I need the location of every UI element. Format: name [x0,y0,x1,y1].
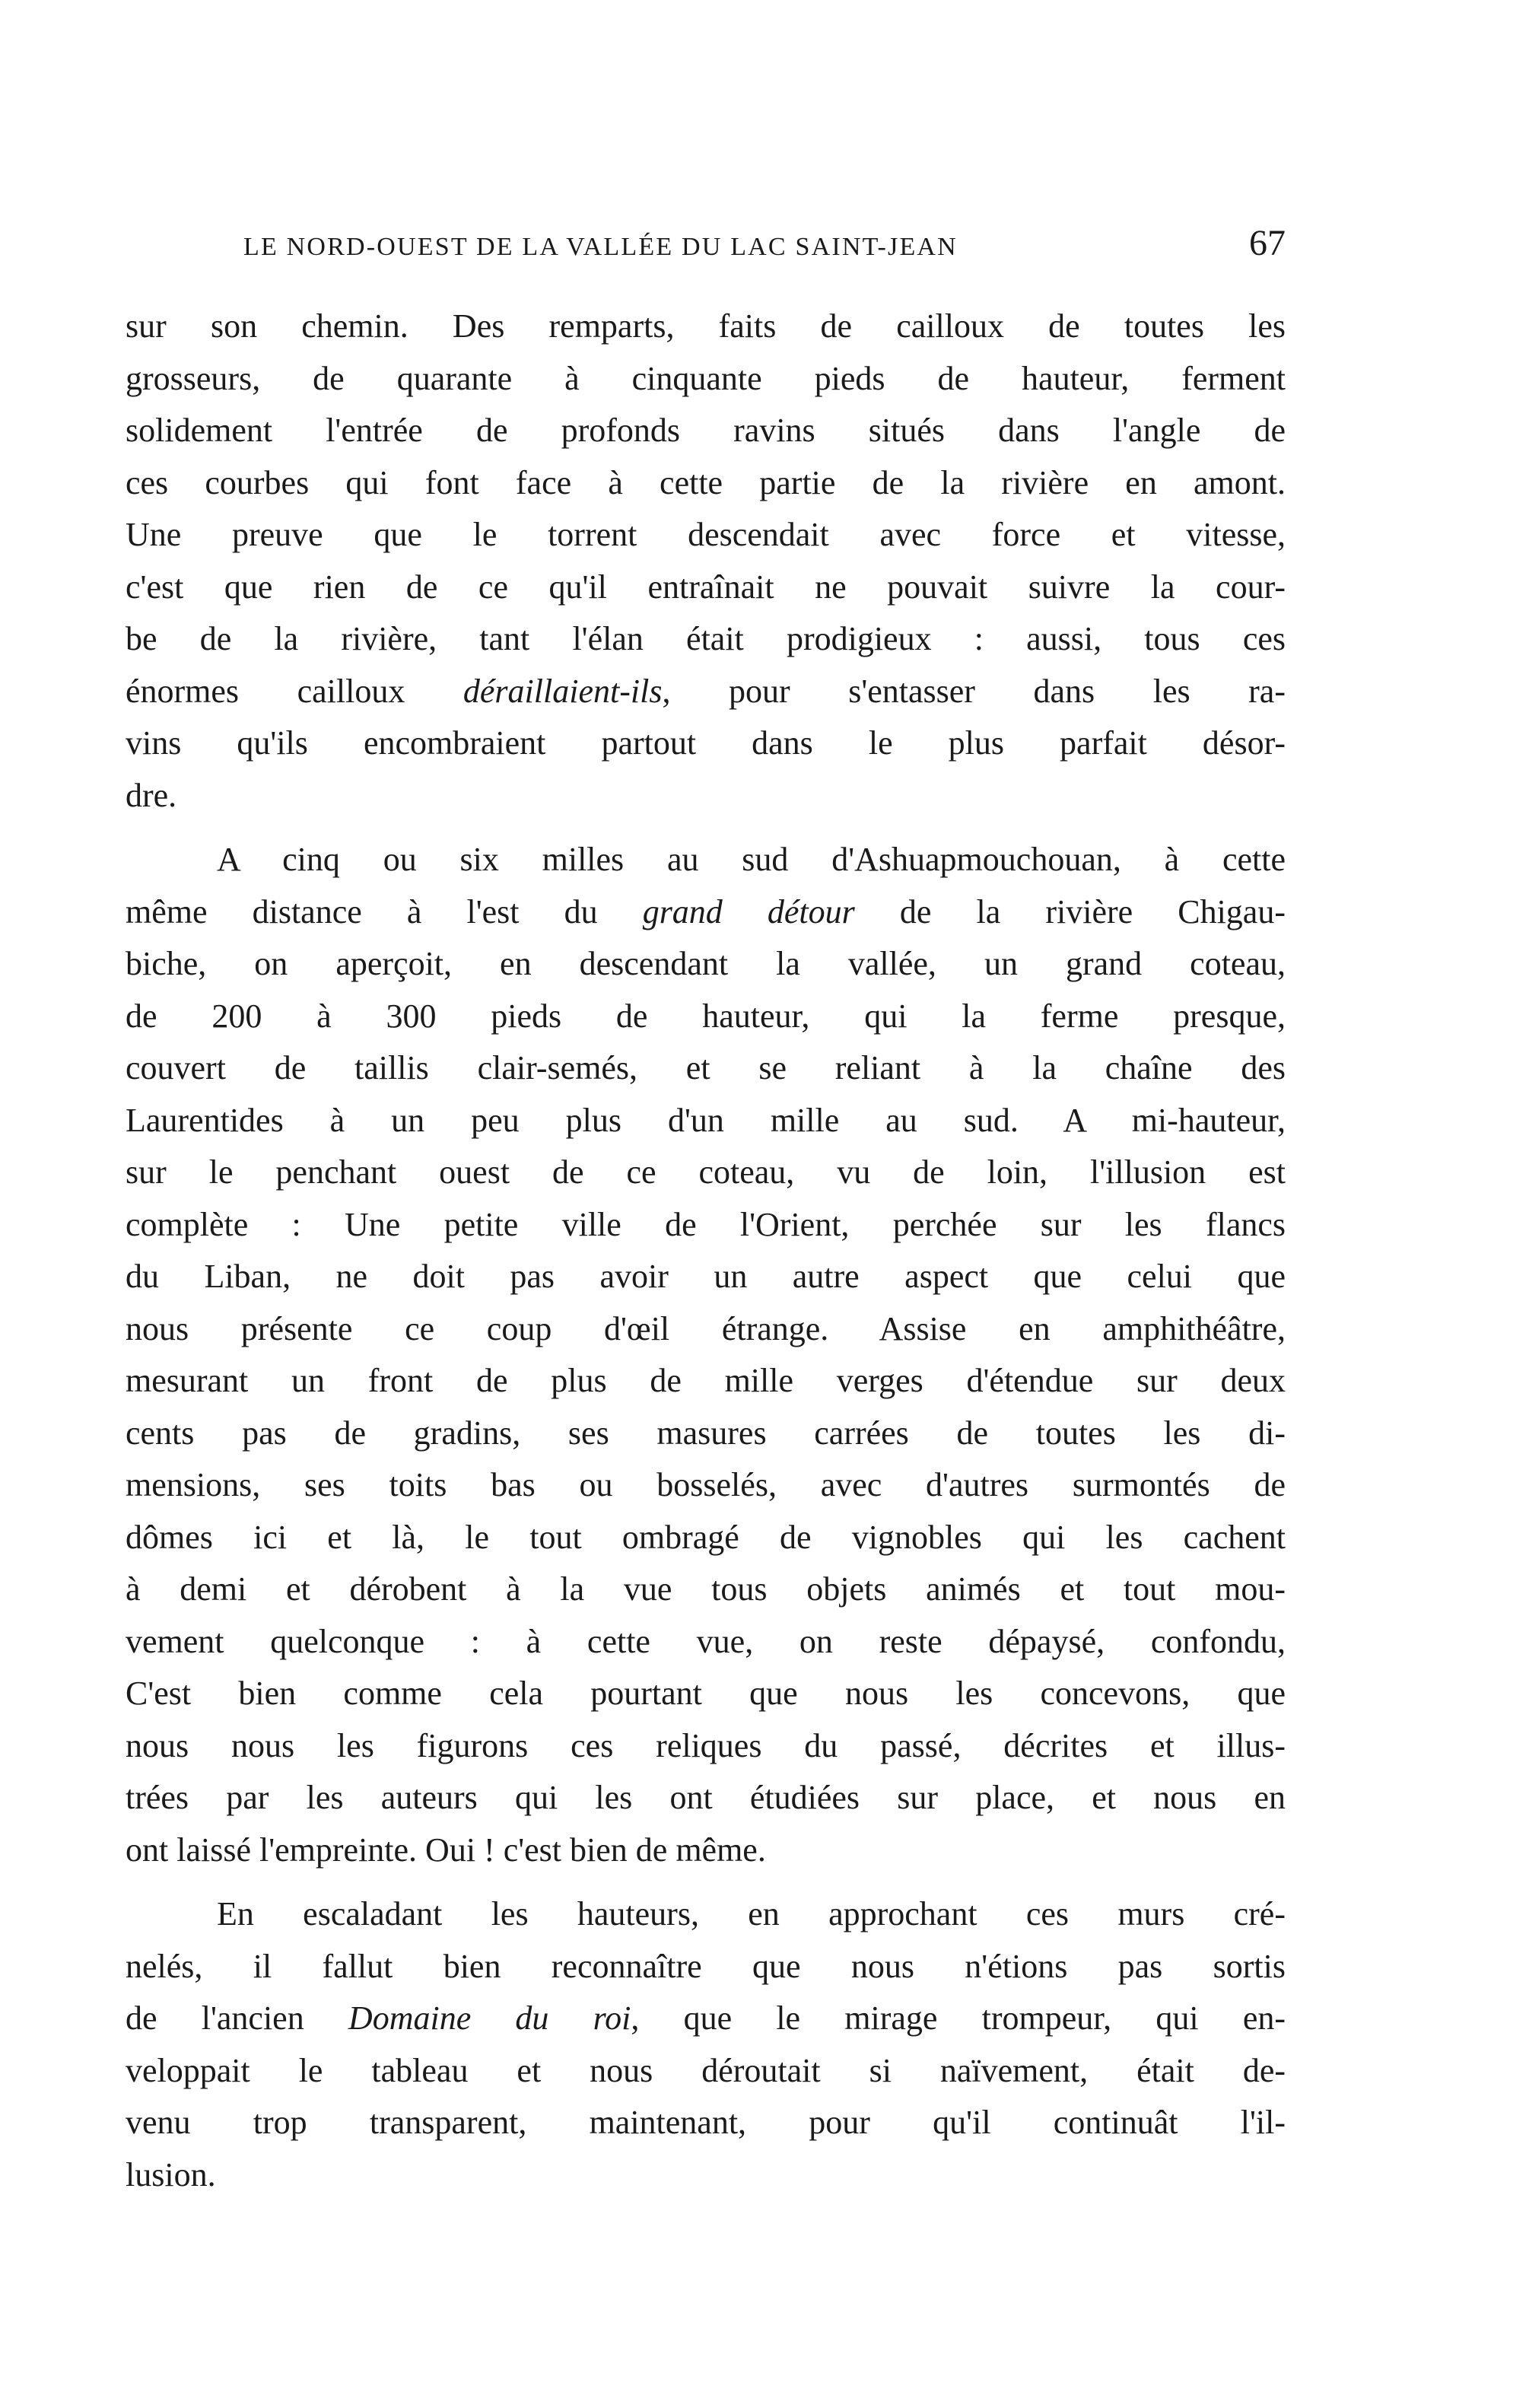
text-line: à demi et dérobent à la vue tous objets animés et tout mou- [126,1570,1286,1608]
text-line: de 200 à 300 pieds de hauteur, qui la ferme presque, [126,997,1286,1035]
text-line [126,1993,1286,2045]
text-line: couvert de taillis clair-semés, et se reliant à la chaîne des [126,1049,1286,1086]
text-line: sur son chemin. Des remparts, faits de cailloux de toutes les [126,307,1286,345]
text-line: En escaladant les hauteurs, en approchant ces murs cré- [217,1895,1286,1932]
italic-term: grand détour [642,892,855,930]
text-line: ont laissé l'empreinte. Oui ! c'est bien de même. [126,1831,766,1869]
text-line: mesurant un front de plus de mille verges d'étendue sur deux [126,1362,1286,1399]
line-text: de la rivière Chigau- [854,892,1286,930]
paragraph-1 [126,301,1286,822]
text-line: C'est bien comme cela pourtant que nous les concevons, que [126,1675,1286,1712]
text-line [126,886,1286,939]
text-line: trées par les auteurs qui les ont étudiées sur place, et nous en [126,1779,1286,1816]
text-line: nous nous les figurons ces reliques du passé, décrites et illus- [126,1726,1286,1764]
line-text: énormes cailloux [126,672,463,710]
text-line: vement quelconque : à cette vue, on reste dépaysé, confondu, [126,1622,1286,1660]
text-line: solidement l'entrée de profonds ravins situés dans l'angle de [126,412,1286,449]
text-line: Laurentides à un peu plus d'un mille au sud. A mi-hauteur, [126,1101,1286,1139]
paragraph-2 [126,834,1286,1876]
text-line: vins qu'ils encombraient partout dans le plus parfait désor- [126,724,1286,762]
line-text: de l'ancien [126,1999,348,2037]
text-line: dômes ici et là, le tout ombragé de vignobles qui les cachent [126,1518,1286,1556]
text-line: sur le penchant ouest de ce coteau, vu de loin, l'illusion est [126,1153,1286,1191]
text-line: nous présente ce coup d'œil étrange. Assise en amphithéâtre, [126,1309,1286,1347]
italic-term: Domaine du roi [348,1999,631,2037]
text-line: lusion. [126,2155,216,2193]
text-line: dre. [126,776,177,814]
text-line: complète : Une petite ville de l'Orient, perchée sur les flancs [126,1205,1286,1243]
text-line: venu trop transparent, maintenant, pour qu'il continuât l'il- [126,2104,1286,2141]
text-line: biche, on aperçoit, en descendant la vallée, un grand coteau, [126,945,1286,982]
page-number: 67 [1249,223,1286,263]
text-line: A cinq ou six milles au sud d'Ashuapmouchouan, à cette [217,841,1286,878]
text-line: mensions, ses toits bas ou bosselés, avec d'autres surmontés de [126,1466,1286,1503]
line-text: , pour s'entasser dans les ra- [662,672,1286,710]
text-line: nelés, il fallut bien reconnaître que nous n'étions pas sortis [126,1947,1286,1985]
text-line: cents pas de gradins, ses masures carrées de toutes les di- [126,1414,1286,1452]
italic-term: déraillaient-ils [463,672,663,710]
text-line: du Liban, ne doit pas avoir un autre aspect que celui que [126,1258,1286,1295]
text-line [126,666,1286,718]
text-line: ces courbes qui font face à cette partie de la rivière en amont. [126,463,1286,501]
text-line: be de la rivière, tant l'élan était prodigieux : aussi, tous ces [126,620,1286,657]
text-line: grosseurs, de quarante à cinquante pieds de hauteur, ferment [126,359,1286,397]
text-line: Une preuve que le torrent descendait avec force et vitesse, [126,516,1286,553]
text-line: veloppait le tableau et nous déroutait si naïvement, était de- [126,2051,1286,2089]
body-text [126,301,1286,2201]
running-title: LE NORD-OUEST DE LA VALLÉE DU LAC SAINT-JEAN [243,233,958,261]
line-text: même distance à l'est du [126,892,643,930]
line-text: , que le mirage trompeur, qui en- [631,1999,1286,2037]
text-line: c'est que rien de ce qu'il entraînait ne pouvait suivre la cour- [126,568,1286,606]
running-header [243,222,1286,275]
paragraph-3 [126,1888,1286,2201]
